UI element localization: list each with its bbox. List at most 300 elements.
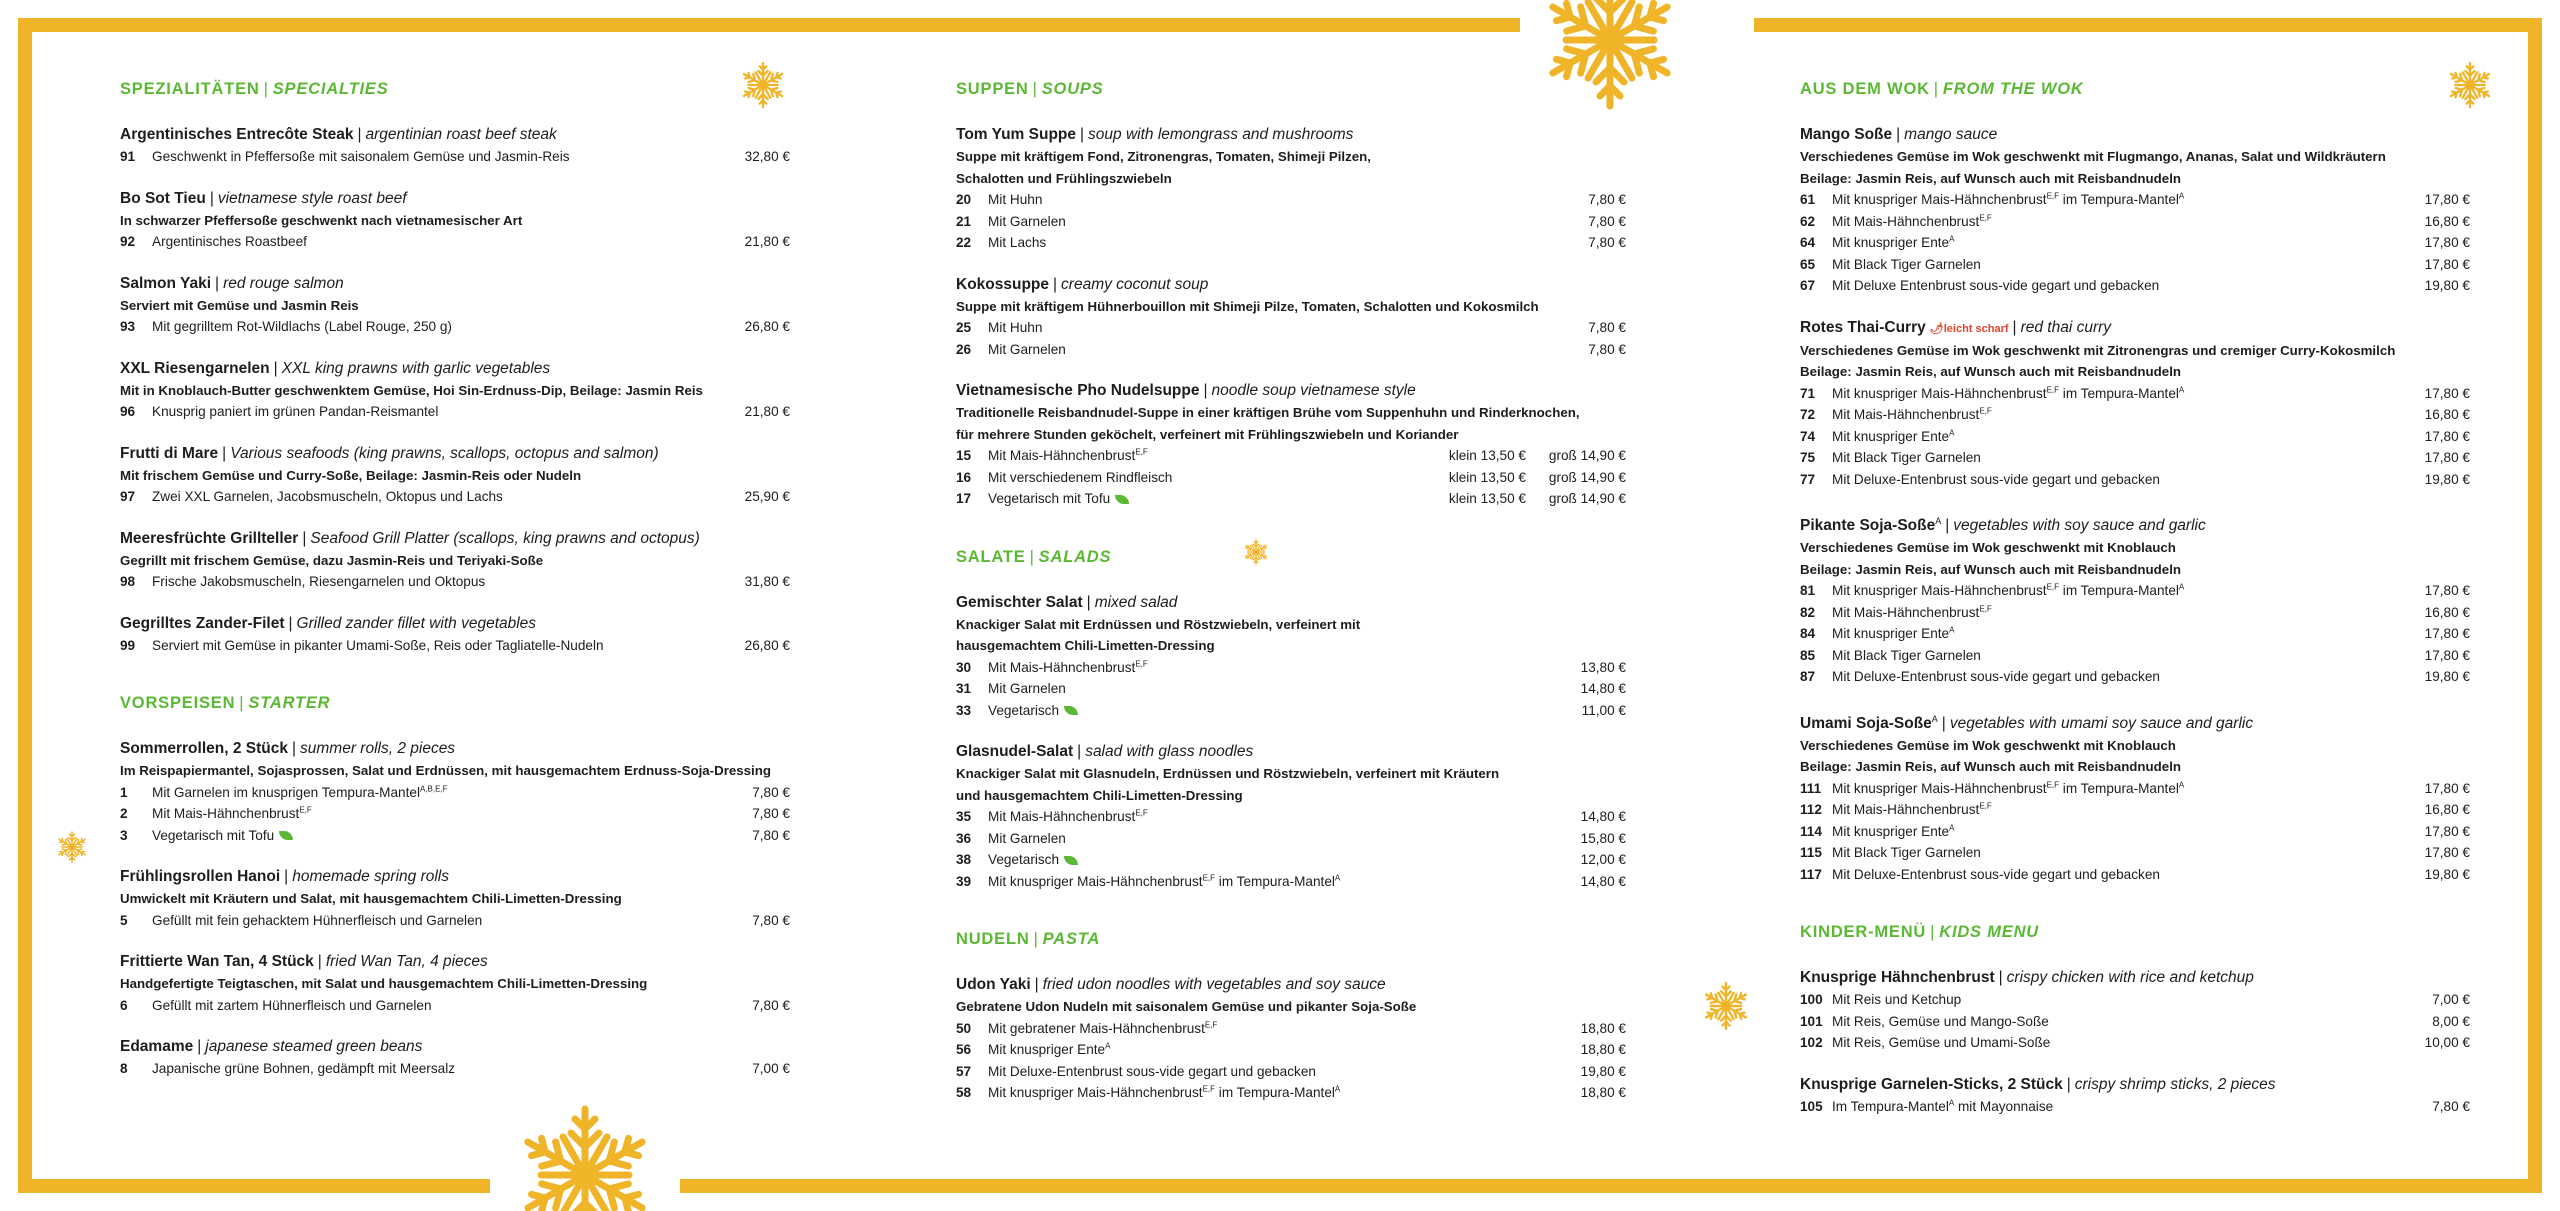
dish-block	[956, 380, 1626, 510]
menu-item-row	[956, 339, 1626, 361]
item-price: 7,80 €	[1588, 192, 1626, 207]
item-number: 74	[1800, 428, 1816, 444]
item-name-text: Mit knuspriger Ente	[1832, 823, 1950, 839]
dish-name-de: Salmon Yaki	[120, 274, 212, 292]
item-name	[1832, 580, 2370, 602]
menu-item-row	[1800, 778, 2470, 800]
dish-description: und hausgemachtem Chili-Limetten-Dressing	[956, 787, 1243, 803]
item-number: 22	[956, 235, 972, 250]
item-number: 81	[1800, 583, 1816, 599]
item-name	[1832, 189, 2370, 211]
item-price: 17,80 €	[2424, 235, 2470, 250]
item-name-text: Mit Deluxe-Entenbrust sous-vide gegart und gebacken	[1832, 669, 2160, 685]
dish-name-de: Vietnamesische Pho Nudelsuppe	[956, 382, 1200, 399]
item-name-text: Mit knuspriger Mais-Hähnchenbrust	[988, 873, 1203, 889]
dish-title-separator: |	[215, 274, 220, 292]
section-title-de: NUDELN	[956, 930, 1030, 948]
item-name	[988, 317, 1526, 339]
allergen-superscript: E,F	[2046, 384, 2060, 394]
item-number: 57	[956, 1063, 972, 1079]
item-name	[988, 488, 1426, 510]
item-price-large: groß 14,90 €	[1548, 448, 1626, 463]
dish-title-separator: |	[288, 614, 293, 632]
item-number: 38	[956, 852, 972, 867]
dish-description: Beilage: Jasmin Reis, auf Wunsch auch mit Reisbandnudeln	[1800, 170, 2182, 186]
dish-description: Knackiger Salat mit Glasnudeln, Erdnüssen und Röstzwiebeln, verfeinert mit Kräutern	[956, 766, 1500, 781]
item-name	[152, 825, 690, 847]
dish-title	[1800, 510, 2470, 537]
dish-block	[956, 974, 1626, 1104]
item-price-small: klein 13,50 €	[1448, 469, 1526, 485]
item-name	[1832, 623, 2370, 645]
item-name	[152, 146, 690, 168]
section-title-en: KIDS MENU	[1939, 923, 2040, 942]
item-name	[988, 467, 1426, 489]
item-price: 7,00 €	[2432, 992, 2470, 1008]
dish-name-en: soup with lemongrass and mushrooms	[1088, 126, 1354, 143]
item-name-text: Mit Mais-Hähnchenbrust	[988, 809, 1136, 824]
dish-description: Serviert mit Gemüse und Jasmin Reis	[120, 297, 359, 313]
dish-title	[120, 951, 790, 973]
item-number: 87	[1800, 669, 1816, 685]
item-name-text: Mit knuspriger Mais-Hähnchenbrust	[988, 1085, 1203, 1100]
menu-item-row	[120, 231, 790, 253]
menu-item-row	[1800, 1032, 2470, 1054]
dish-description: Umwickelt mit Kräutern und Salat, mit hausgemachtem Chili-Limetten-Dressing	[120, 891, 622, 906]
menu-column-3	[1800, 78, 2470, 1153]
section-title-de: VORSPEISEN	[120, 694, 236, 712]
dish-name-en: mixed salad	[1094, 593, 1178, 611]
section-title-en: PASTA	[1042, 930, 1101, 948]
item-name	[1832, 275, 2370, 297]
item-name-text: Mit Mais-Hähnchenbrust	[152, 806, 300, 821]
menu-column-1	[120, 78, 790, 1116]
dish-block	[120, 613, 790, 657]
item-number: 97	[120, 489, 136, 504]
dish-block	[120, 866, 790, 931]
item-name	[1832, 211, 2370, 233]
dish-block	[120, 273, 790, 338]
item-number: 6	[120, 997, 128, 1013]
menu-item-row	[1800, 1096, 2470, 1118]
item-name	[152, 231, 690, 253]
gold-frame-bottom-left	[18, 1179, 490, 1193]
item-number: 65	[1800, 256, 1816, 272]
item-price: 7,80 €	[752, 806, 790, 821]
item-number: 99	[120, 637, 136, 653]
item-name-text: im Tempura-Mantel	[1215, 1085, 1335, 1100]
dish-description: Verschiedenes Gemüse im Wok geschwenkt mit Knoblauch	[1800, 540, 2176, 556]
allergen-superscript: A	[2178, 191, 2185, 201]
menu-item-row	[1800, 404, 2470, 426]
item-name-text: im Tempura-Mantel	[1215, 873, 1335, 889]
item-number: 8	[120, 1061, 128, 1076]
item-name	[152, 401, 690, 423]
section-title-en: STARTER	[248, 694, 331, 712]
item-name-text: Mit knuspriger Mais-Hähnchenbrust	[1832, 780, 2047, 796]
allergen-superscript: A	[1334, 872, 1341, 882]
item-number: 105	[1800, 1098, 1823, 1114]
item-number: 39	[956, 873, 972, 889]
menu-item-row	[1800, 799, 2470, 821]
item-price: 26,80 €	[744, 319, 790, 334]
item-name	[152, 803, 690, 825]
dish-title-separator: |	[2066, 1075, 2071, 1093]
item-name	[1832, 447, 2370, 469]
spicy-label: 🌶 leicht scharf	[1930, 323, 2009, 335]
snowflake-small-icon	[1700, 980, 1752, 1032]
item-name-text: Frische Jakobsmuscheln, Riesengarnelen und Oktopus	[152, 574, 486, 589]
item-name-text: Mit knuspriger Ente	[1832, 235, 1950, 250]
dish-title-separator: |	[197, 1038, 202, 1055]
item-name-text: Mit Reis, Gemüse und Mango-Soße	[1832, 1013, 2049, 1029]
item-number: 114	[1800, 823, 1822, 839]
item-name-text: Mit Mais-Hähnchenbrust	[1832, 407, 1980, 422]
menu-section	[956, 78, 1626, 510]
item-name-text: Mit Mais-Hähnchenbrust	[1832, 604, 1980, 620]
item-price: 7,80 €	[752, 912, 790, 928]
allergen-superscript: A	[1948, 1098, 1955, 1108]
dish-name-de: Meeresfrüchte Grillteller	[120, 529, 299, 547]
dish-title	[1800, 708, 2470, 735]
item-number: 33	[956, 702, 972, 718]
item-price: 14,80 €	[1580, 681, 1626, 696]
item-number: 98	[120, 574, 136, 589]
item-number: 30	[956, 659, 972, 675]
item-name	[988, 871, 1526, 893]
item-name-text: Mit Deluxe Entenbrust sous-vide gegart und gebacken	[1832, 278, 2160, 293]
dish-block	[120, 738, 790, 846]
allergen-superscript: A	[1949, 823, 1955, 833]
item-price: 21,80 €	[744, 234, 790, 249]
dish-description: Im Reispapiermantel, Sojasprossen, Salat und Erdnüssen, mit hausgemachtem Erdnuss-Soja-Dressing	[120, 763, 771, 778]
section-title	[956, 928, 1626, 950]
item-name-text: Im Tempura-Mantel	[1832, 1098, 1949, 1114]
allergen-superscript: A	[1935, 516, 1942, 526]
menu-item-row	[120, 825, 790, 847]
item-number: 58	[956, 1085, 972, 1100]
item-number: 25	[956, 320, 972, 335]
dish-block	[1800, 708, 2470, 886]
dish-title	[956, 124, 1626, 146]
dish-name-de: Sommerrollen, 2 Stück	[120, 740, 288, 757]
dish-title-separator: |	[1998, 969, 2003, 987]
dish-title	[120, 866, 790, 888]
item-name-text: Mit knuspriger Ente	[1832, 428, 1950, 444]
dish-name-en: vegetables with soy sauce and garlic	[1953, 517, 2206, 535]
dish-name-en: creamy coconut soup	[1061, 275, 1209, 293]
section-title-separator: |	[1930, 923, 1936, 942]
menu-item-row	[1800, 821, 2470, 843]
section-title	[1800, 921, 2470, 943]
item-price: 17,80 €	[2424, 428, 2470, 444]
dish-title-separator: |	[291, 740, 297, 757]
item-name-text: Mit knuspriger Mais-Hähnchenbrust	[1832, 192, 2047, 207]
dish-name-en: homemade spring rolls	[292, 868, 449, 885]
allergen-superscript: A	[1105, 1041, 1111, 1051]
dish-name-de: Kokossuppe	[956, 275, 1050, 293]
dish-title-separator: |	[1203, 382, 1208, 399]
item-price: 13,80 €	[1580, 659, 1626, 675]
menu-column-2	[956, 78, 1626, 1140]
item-price: 7,80 €	[752, 997, 790, 1013]
section-title-separator: |	[263, 80, 269, 98]
item-name-text: Mit knuspriger Mais-Hähnchenbrust	[1832, 385, 2047, 401]
item-number: 84	[1800, 626, 1816, 642]
item-number: 31	[956, 681, 972, 696]
section-title-separator: |	[1029, 547, 1035, 566]
dish-description: In schwarzer Pfeffersoße geschwenkt nach vietnamesischer Art	[120, 212, 523, 228]
item-price: 17,80 €	[2424, 583, 2470, 599]
item-name-text: Mit Garnelen	[988, 213, 1066, 229]
item-name	[988, 1039, 1526, 1061]
menu-item-row	[956, 1061, 1626, 1083]
dish-description: hausgemachtem Chili-Limetten-Dressing	[956, 638, 1215, 653]
item-name-text: Vegetarisch	[988, 702, 1060, 718]
menu-item-row	[956, 445, 1626, 467]
item-name	[152, 571, 690, 593]
item-price: 19,80 €	[2424, 471, 2470, 487]
menu-item-row	[956, 488, 1626, 510]
dish-title-separator: |	[2012, 318, 2017, 336]
dish-name-en: fried Wan Tan, 4 pieces	[325, 953, 488, 970]
dish-block	[120, 1036, 790, 1080]
menu-item-row	[120, 1058, 790, 1080]
item-name	[1832, 645, 2370, 667]
item-name-text: Mit verschiedenem Rindfleisch	[988, 469, 1173, 485]
dish-name-en: red rouge salmon	[223, 274, 344, 292]
menu-item-row	[956, 467, 1626, 489]
menu-item-row	[1800, 232, 2470, 254]
item-name	[988, 828, 1526, 850]
dish-title-separator: |	[357, 126, 362, 143]
allergen-superscript: E,F	[1979, 406, 1992, 416]
item-number: 85	[1800, 647, 1816, 663]
item-name-text: Mit Black Tiger Garnelen	[1832, 256, 1981, 272]
item-name	[988, 211, 1526, 233]
item-price: 8,00 €	[2432, 1013, 2470, 1029]
item-name	[1832, 666, 2370, 688]
item-number: 5	[120, 912, 128, 928]
section-title	[120, 78, 790, 100]
item-name	[152, 995, 690, 1017]
item-name-text: Mit Mais-Hähnchenbrust	[1832, 213, 1980, 229]
item-name	[988, 1018, 1526, 1040]
item-name-text: Mit Reis und Ketchup	[1832, 992, 1962, 1008]
item-name-text: Serviert mit Gemüse in pikanter Umami-Soße, Reis oder Tagliatelle-Nudeln	[152, 637, 604, 653]
dish-name-de: Frühlingsrollen Hanoi	[120, 868, 281, 885]
dish-title	[120, 188, 790, 210]
item-price: 31,80 €	[744, 574, 790, 589]
item-name-text: Mit Garnelen im knusprigen Tempura-Mantel	[152, 784, 420, 800]
dish-title	[1800, 1074, 2470, 1096]
dish-description: Verschiedenes Gemüse im Wok geschwenkt mit Knoblauch	[1800, 737, 2176, 753]
dish-title-separator: |	[209, 189, 214, 207]
dish-block	[120, 951, 790, 1016]
dish-name-de: Knusprige Garnelen-Sticks, 2 Stück	[1800, 1075, 2063, 1093]
dish-name-de: Pikante Soja-Soße	[1800, 517, 1936, 535]
item-price: 15,80 €	[1580, 830, 1626, 846]
item-name	[1832, 383, 2370, 405]
section-title-de: SPEZIALITÄTEN	[120, 80, 260, 98]
dish-name-de: Frittierte Wan Tan, 4 Stück	[120, 953, 314, 970]
item-price: 7,80 €	[1588, 213, 1626, 229]
item-name-text: Mit gegrilltem Rot-Wildlachs (Label Rouge, 250 g)	[152, 319, 452, 334]
item-name	[1832, 1011, 2370, 1033]
item-name-text: Vegetarisch mit Tofu	[988, 491, 1111, 506]
item-name-text: Mit Deluxe-Entenbrust sous-vide gegart und gebacken	[1832, 866, 2160, 882]
item-number: 111	[1800, 780, 1822, 796]
item-name	[1832, 469, 2370, 491]
dish-description: Mit frischem Gemüse und Curry-Soße, Beilage: Jasmin-Reis oder Nudeln	[120, 467, 582, 483]
item-number: 35	[956, 809, 972, 824]
item-number: 115	[1800, 845, 1822, 861]
allergen-superscript: A	[1949, 427, 1955, 437]
item-price: 17,80 €	[2424, 626, 2470, 642]
item-price: 25,90 €	[744, 489, 790, 504]
dish-name-en: XXL king prawns with garlic vegetables	[281, 359, 551, 377]
dish-name-de: Bo Sot Tieu	[120, 189, 206, 207]
item-price: 17,80 €	[2424, 845, 2470, 861]
allergen-superscript: A	[1949, 625, 1955, 635]
allergen-superscript: A	[2178, 384, 2185, 394]
item-number: 82	[1800, 604, 1816, 620]
dish-name-en: summer rolls, 2 pieces	[300, 740, 456, 757]
dish-name-de: Gegrilltes Zander-Filet	[120, 614, 285, 632]
menu-item-row	[956, 871, 1626, 893]
item-name	[152, 782, 690, 804]
menu-item-row	[956, 828, 1626, 850]
dish-block	[1800, 510, 2470, 688]
vegetarian-leaf-icon	[1064, 706, 1078, 715]
item-name-text: im Tempura-Mantel	[2059, 780, 2179, 796]
allergen-superscript: E,F	[2046, 780, 2060, 790]
dish-name-en: salad with glass noodles	[1085, 743, 1254, 760]
dish-description: Beilage: Jasmin Reis, auf Wunsch auch mit Reisbandnudeln	[1800, 759, 2182, 775]
dish-description: Schalotten und Frühlingszwiebeln	[956, 170, 1172, 186]
menu-item-row	[120, 146, 790, 168]
allergen-superscript: E,F	[1979, 212, 1992, 222]
item-price: 21,80 €	[744, 404, 790, 419]
item-name	[988, 189, 1526, 211]
dish-block	[956, 274, 1626, 361]
section-title-en: SALADS	[1038, 547, 1112, 566]
gold-frame-bottom-right	[680, 1179, 2542, 1193]
vegetarian-leaf-icon	[1064, 856, 1078, 865]
section-title-en: SPECIALTIES	[272, 80, 389, 98]
item-price: 16,80 €	[2424, 213, 2470, 229]
menu-item-row	[956, 1018, 1626, 1040]
menu-item-row	[956, 317, 1626, 339]
item-number: 67	[1800, 278, 1816, 293]
dish-block	[956, 592, 1626, 722]
dish-block	[120, 443, 790, 508]
dish-title-separator: |	[1034, 976, 1039, 993]
dish-description: Mit in Knoblauch-Butter geschwenktem Gemüse, Hoi Sin-Erdnuss-Dip, Beilage: Jasmin Reis	[120, 382, 703, 398]
item-price: 17,80 €	[2424, 192, 2470, 207]
item-number: 92	[120, 234, 136, 249]
item-name	[988, 678, 1526, 700]
item-number: 102	[1800, 1035, 1823, 1051]
item-name	[988, 806, 1526, 828]
item-name	[152, 910, 690, 932]
item-price: 16,80 €	[2424, 802, 2470, 818]
dish-description: Handgefertigte Teigtaschen, mit Salat und hausgemachtem Chili-Limetten-Dressing	[120, 976, 648, 991]
item-name-text: Gefüllt mit fein gehacktem Hühnerfleisch und Garnelen	[152, 912, 483, 928]
menu-item-row	[120, 316, 790, 338]
item-name-text: Mit Huhn	[988, 192, 1043, 207]
dish-block	[1800, 124, 2470, 297]
item-name-text: Mit Deluxe-Entenbrust sous-vide gegart und gebacken	[1832, 471, 2160, 487]
item-number: 100	[1800, 992, 1823, 1008]
dish-name-en: vegetables with umami soy sauce and garlic	[1949, 714, 2254, 732]
menu-item-row	[1800, 469, 2470, 491]
allergen-superscript: E,F	[299, 805, 312, 815]
menu-item-row	[1800, 580, 2470, 602]
item-number: 71	[1800, 385, 1816, 401]
dish-name-de: Glasnudel-Salat	[956, 743, 1074, 760]
item-number: 93	[120, 319, 136, 334]
dish-title	[120, 738, 790, 760]
dish-name-en: crispy chicken with rice and ketchup	[2006, 969, 2254, 987]
item-name-text: Mit Black Tiger Garnelen	[1832, 845, 1981, 861]
item-name	[988, 700, 1526, 722]
dish-name-de: Frutti di Mare	[120, 444, 219, 462]
item-name	[1832, 799, 2370, 821]
section-title-en: SOUPS	[1041, 80, 1104, 98]
section-title	[120, 692, 790, 714]
item-name	[152, 486, 690, 508]
item-name-text: im Tempura-Mantel	[2059, 192, 2179, 207]
section-title-de: AUS DEM WOK	[1800, 80, 1930, 98]
item-price-large: groß 14,90 €	[1548, 491, 1626, 506]
dish-name-en: argentinian roast beef steak	[365, 126, 557, 143]
item-price: 16,80 €	[2424, 407, 2470, 422]
menu-item-row	[1800, 666, 2470, 688]
dish-title	[120, 273, 790, 295]
section-title-separator: |	[239, 694, 245, 712]
dish-title-separator: |	[1896, 126, 1901, 143]
item-number: 64	[1800, 235, 1816, 250]
menu-item-row	[956, 1039, 1626, 1061]
item-name-text: Mit Deluxe-Entenbrust sous-vide gegart und gebacken	[988, 1063, 1316, 1079]
item-number: 2	[120, 806, 128, 821]
dish-title	[1800, 124, 2470, 146]
item-name-text: Gefüllt mit zartem Hühnerfleisch und Garnelen	[152, 997, 432, 1013]
item-number: 56	[956, 1042, 972, 1057]
item-name	[1832, 254, 2370, 276]
item-number: 36	[956, 830, 972, 846]
dish-block	[1800, 1074, 2470, 1118]
dish-title-separator: |	[284, 868, 289, 885]
item-name-text: Mit knuspriger Ente	[1832, 626, 1950, 642]
item-price-large: groß 14,90 €	[1548, 469, 1626, 485]
item-name-text: Zwei XXL Garnelen, Jacobsmuscheln, Oktopus und Lachs	[152, 489, 503, 504]
item-price: 7,80 €	[2432, 1098, 2470, 1114]
dish-name-de: Mango Soße	[1800, 126, 1893, 143]
dish-title	[120, 613, 790, 635]
item-price: 17,80 €	[2424, 450, 2470, 465]
item-number: 101	[1800, 1013, 1823, 1029]
allergen-superscript: E,F	[1979, 801, 1992, 811]
gold-frame-top-right	[1754, 18, 2542, 32]
item-name-text: Vegetarisch mit Tofu	[152, 827, 275, 843]
dish-name-en: fried udon noodles with vegetables and soy sauce	[1042, 976, 1386, 993]
section-title-de: SALATE	[956, 547, 1026, 566]
item-price: 7,80 €	[1588, 235, 1626, 250]
dish-name-de: Gemischter Salat	[956, 593, 1083, 611]
item-price: 17,80 €	[2424, 256, 2470, 272]
